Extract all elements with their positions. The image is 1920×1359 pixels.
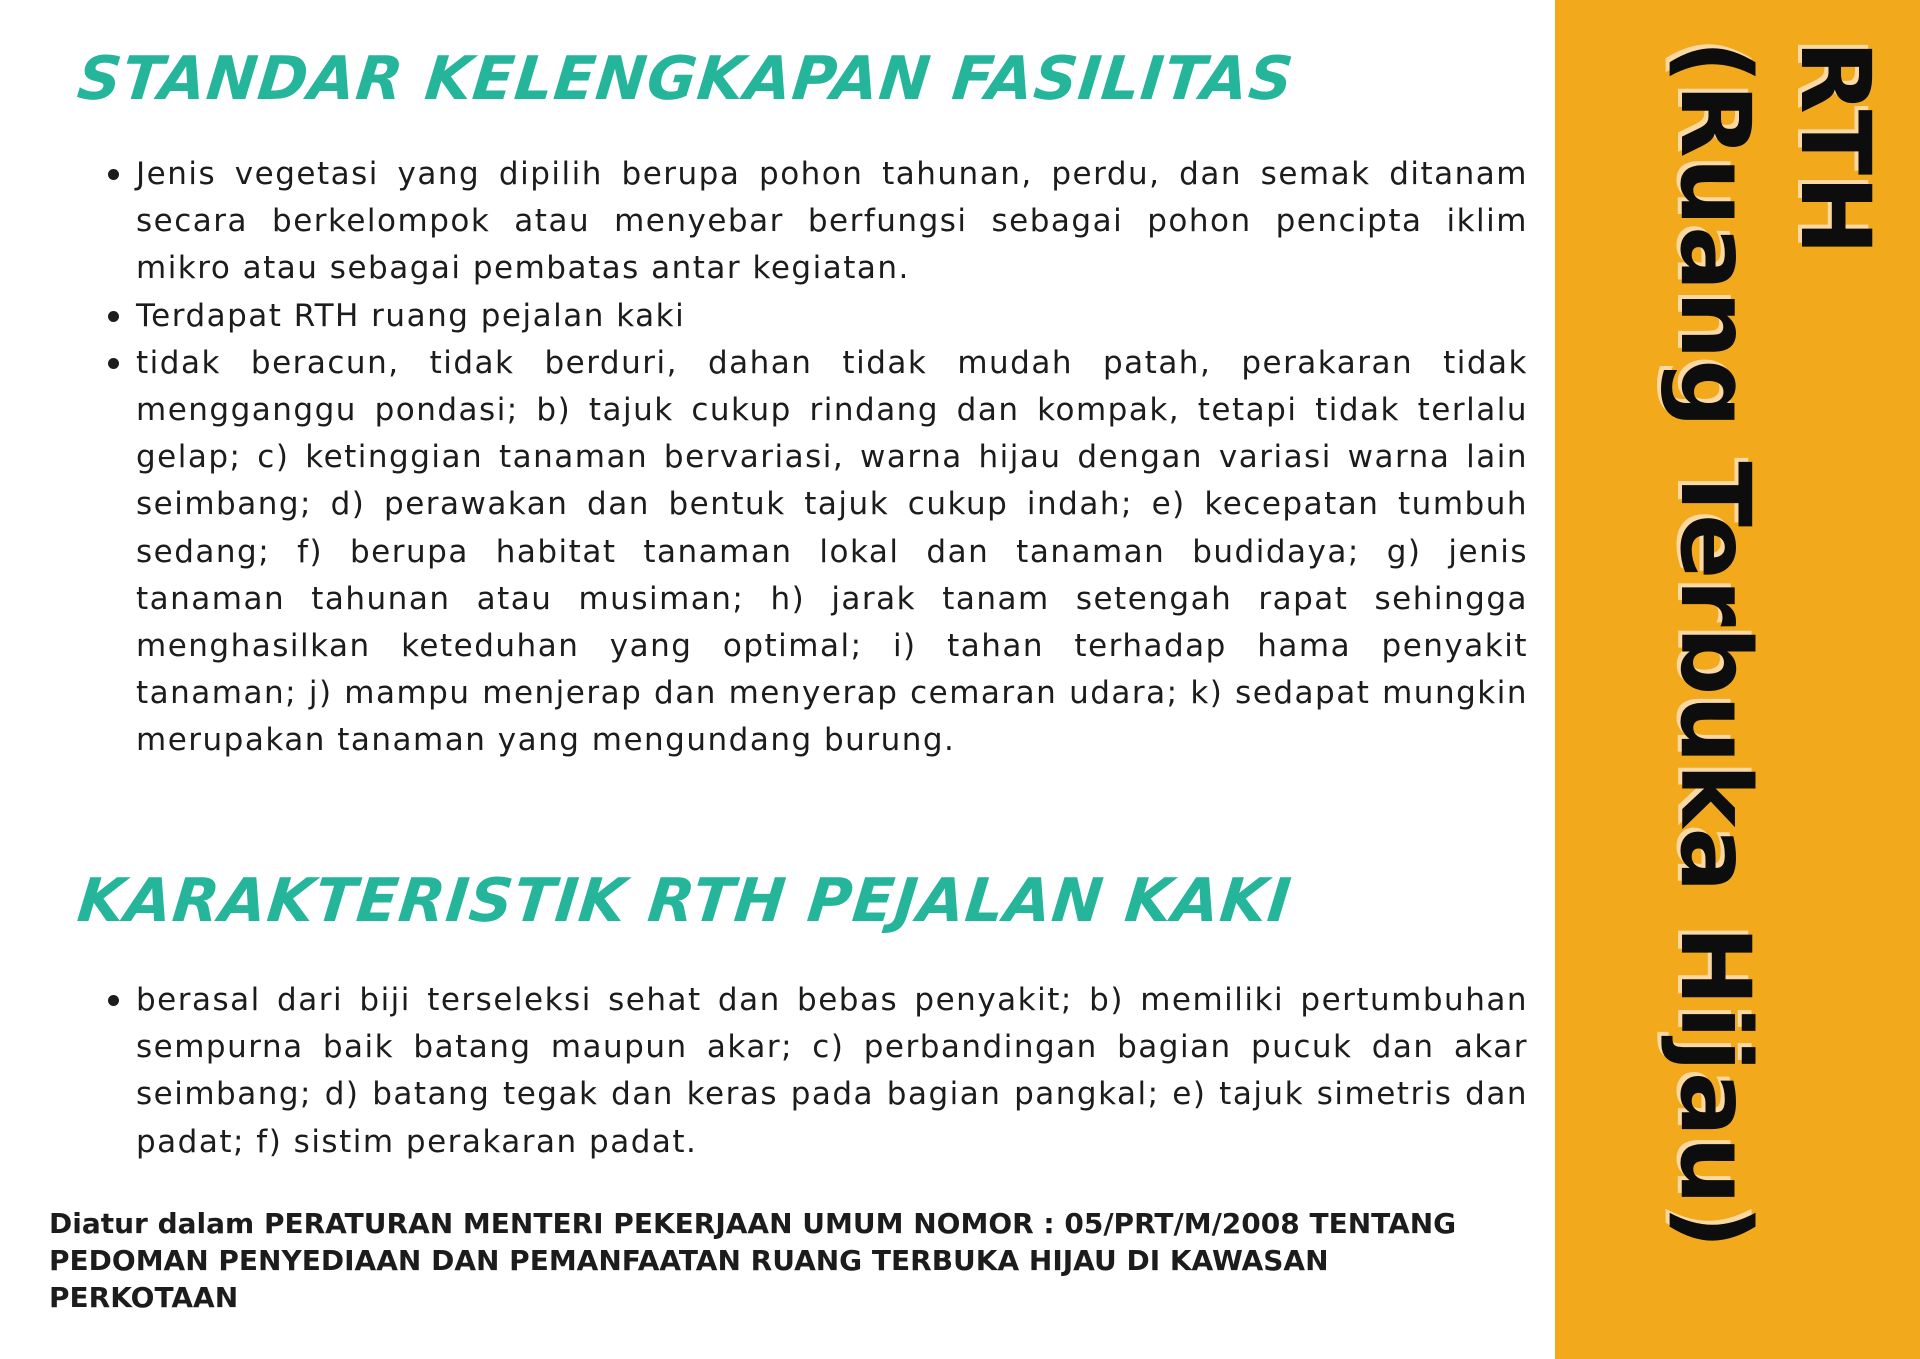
- side-title-full-name: (Ruang Terbuka Hijau): [1659, 40, 1771, 1249]
- side-title: [1595, 40, 1895, 1290]
- side-title-abbreviation: RTH: [1779, 40, 1891, 256]
- list-item: berasal dari biji terseleksi sehat dan bebas penyakit; b) memiliki pertumbuhan sempurna baik batang maupun akar; c) perbandingan bagian pucuk dan akar seimbang; d) batang tegak dan keras pada bagian pangkal; e) tajuk simetris dan padat; f) sistim perakaran padat.: [136, 977, 1528, 1166]
- list-item: Jenis vegetasi yang dipilih berupa pohon tahunan, perdu, dan semak ditanam secara berkelompok atau menyebar berfungsi sebagai pohon pencipta iklim mikro atau sebagai pembatas antar kegiatan.: [136, 151, 1528, 293]
- facility-standards-list: [104, 151, 1528, 765]
- list-item: Terdapat RTH ruang pejalan kaki: [136, 293, 1528, 340]
- characteristics-list: [104, 977, 1528, 1166]
- section-heading-karakteristik: KARAKTERISTIK RTH PEJALAN KAKI: [74, 866, 1295, 936]
- section-heading-standar-kelengkapan: STANDAR KELENGKAPAN FASILITAS: [74, 44, 1297, 114]
- regulation-footnote: Diatur dalam PERATURAN MENTERI PEKERJAAN UMUM NOMOR : 05/PRT/M/2008 TENTANG PEDOMAN PENYEDIAAN DAN PEMANFAATAN RUANG TERBUKA HIJAU DI KAWASAN PERKOTAAN: [49, 1207, 1457, 1314]
- list-item: tidak beracun, tidak berduri, dahan tidak mudah patah, perakaran tidak mengganggu pondasi; b) tajuk cukup rindang dan kompak, tetapi tidak terlalu gelap; c) ketinggian tanaman bervariasi, warna hijau dengan variasi warna lain seimbang; d) perawakan dan bentuk tajuk cukup indah; e) kecepatan tumbuh sedang; f) berupa habitat tanaman lokal dan tanaman budidaya; g) jenis tanaman tahunan atau musiman; h) jarak tanam setengah rapat sehingga menghasilkan keteduhan yang optimal; i) tahan terhadap hama penyakit tanaman; j) mampu menjerap dan menyerap cemaran udara; k) sedapat mungkin merupakan tanaman yang mengundang burung.: [136, 340, 1528, 765]
